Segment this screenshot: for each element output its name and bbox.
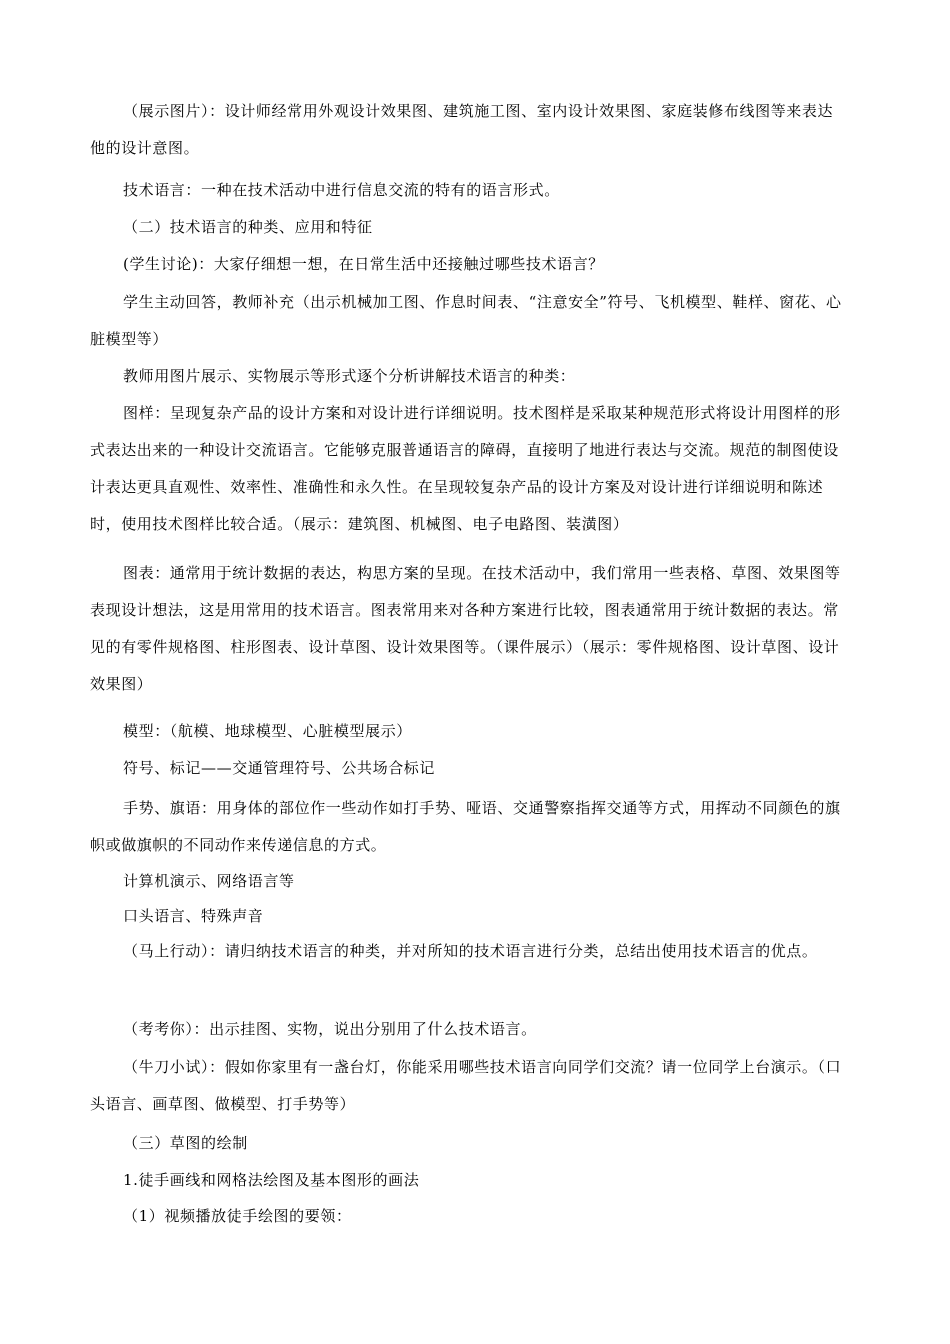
paragraph-tech-language-definition: 技术语言：一种在技术活动中进行信息交流的特有的语言形式。 (123, 181, 560, 199)
paragraph-act-now: （马上行动）：请归纳技术语言的种类，并对所知的技术语言进行分类，总结出使用技术语言的优点。 (123, 942, 818, 960)
paragraph-symbols: 符号、标记——交通管理符号、公共场合标记 (123, 759, 436, 777)
section-heading-3: （三）草图的绘制 (123, 1134, 248, 1152)
paragraph-student-answers: 学生主动回答，教师补充（出示机械加工图、作息时间表、“注意安全”符号、飞机模型、鞋样、窗花、心脏模型等） (90, 293, 842, 348)
paragraph-models: 模型：（航模、地球模型、心脏模型展示） (123, 722, 412, 740)
paragraph-charts: 图表：通常用于统计数据的表达，构思方案的呈现。在技术活动中，我们常用一些表格、草图、效果图等表现设计想法，这是用常用的技术语言。图表常用来对各种方案进行比较，图表通常用于统计数据的表达。常见的有零件规格图、柱形图表、设计草图、设计效果图等。（课件展示）（展示：零件规格图、设计草图、设计效果图） (90, 564, 841, 693)
list-item-1: （1）视频播放徒手绘图的要领： (123, 1207, 352, 1225)
section-heading-2: （二）技术语言的种类、应用和特征 (123, 218, 373, 236)
paragraph-show-pictures: （展示图片）：设计师经常用外观设计效果图、建筑施工图、室内设计效果图、家庭装修布线图等来表达他的设计意图。 (90, 102, 834, 157)
paragraph-quiz: （考考你）：出示挂图、实物，说出分别用了什么技术语言。 (123, 1020, 537, 1038)
paragraph-drawings: 图样：呈现复杂产品的设计方案和对设计进行详细说明。技术图样是采取某种规范形式将设计用图样的形式表达出来的一种设计交流语言。它能够克服普通语言的障碍，直接明了地进行表达与交流。规范的制图使设计表达更具直观性、效率性、准确性和永久性。在呈现较复杂产品的设计方案及对设计进行详细说明和陈述时，使用技术图样比较合适。（展示：建筑图、机械图、电子电路图、装潢图） (90, 404, 841, 533)
subsection-heading-1: 1.徒手画线和网格法绘图及基本图形的画法 (123, 1171, 420, 1189)
paragraph-gestures: 手势、旗语：用身体的部位作一些动作如打手势、哑语、交通警察指挥交通等方式，用挥动不同颜色的旗帜或做旗帜的不同动作来传递信息的方式。 (90, 799, 841, 854)
paragraph-trial: （牛刀小试）：假如你家里有一盏台灯，你能采用哪些技术语言向同学们交流？请一位同学上台演示。（口头语言、画草图、做模型、打手势等） (90, 1058, 842, 1113)
paragraph-student-discussion: (学生讨论)：大家仔细想一想，在日常生活中还接触过哪些技术语言？ (123, 255, 604, 273)
paragraph-teacher-explains: 教师用图片展示、实物展示等形式逐个分析讲解技术语言的种类： (123, 367, 576, 385)
paragraph-computer-demo: 计算机演示、网络语言等 (123, 872, 295, 890)
paragraph-oral-language: 口头语言、特殊声音 (123, 907, 264, 925)
